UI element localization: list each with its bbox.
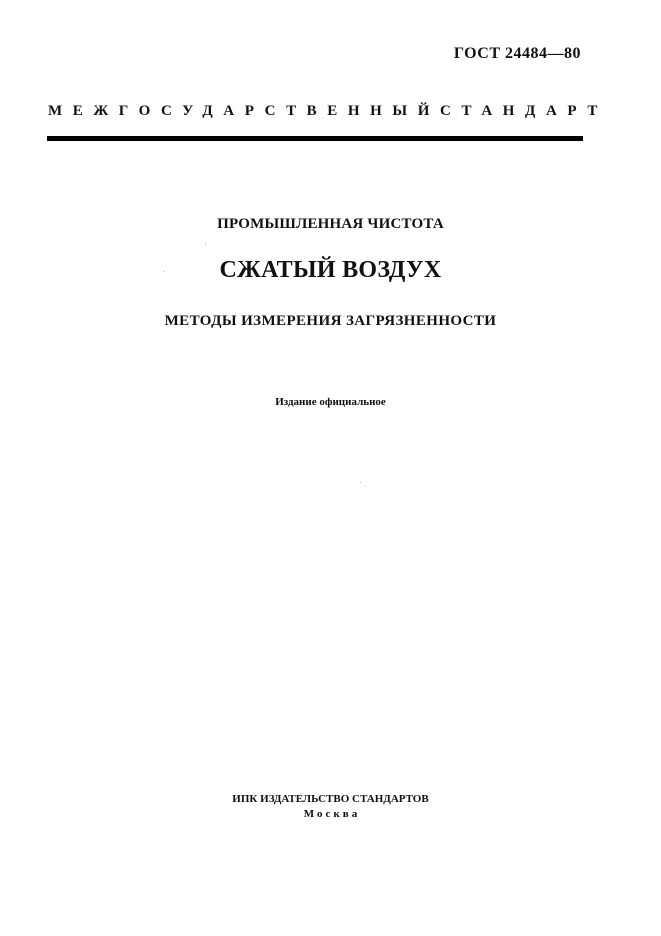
scan-speck: [163, 271, 164, 272]
interstate-word: МЕЖГОСУДАРСТВЕННЫЙ: [48, 103, 441, 119]
standard-word: СТАНДАРТ: [440, 103, 608, 119]
publisher-name: ИПК ИЗДАТЕЛЬСТВО СТАНДАРТОВ: [232, 793, 429, 805]
document-subtitle: МЕТОДЫ ИЗМЕРЕНИЯ ЗАГРЯЗНЕННОСТИ: [164, 313, 497, 329]
header-rule: [47, 136, 583, 141]
doc-number: ГОСТ 24484—80: [453, 45, 581, 62]
subject-heading: ПРОМЫШЛЕННАЯ ЧИСТОТА: [217, 216, 444, 232]
document-title: СЖАТЫЙ ВОЗДУХ: [219, 257, 442, 283]
scan-speck: [205, 243, 206, 244]
publisher-city: Москва: [303, 808, 361, 820]
edition-label: Издание официальное: [275, 396, 386, 408]
scan-speck: [360, 482, 361, 483]
interstate-standard-heading: [48, 103, 608, 120]
